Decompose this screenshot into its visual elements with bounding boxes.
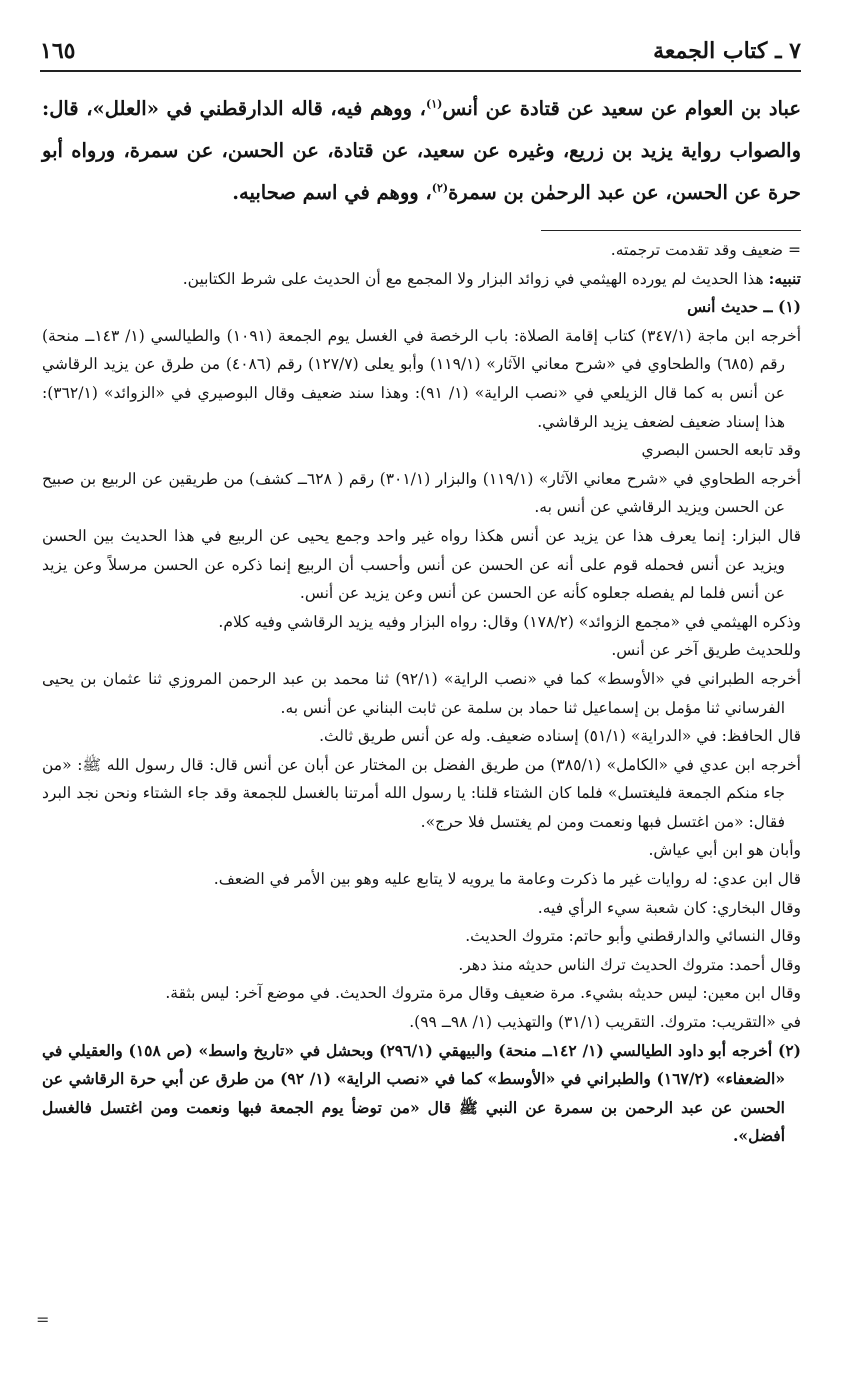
footnote-ref-2: (٢) bbox=[431, 181, 449, 195]
note-paragraph: قال البزار: إنما يعرف هذا عن يزيد عن أنس هكذا رواه غير واحد وجمع يحيى عن الربيع في هذا الحديث بين الحسن ويزيد عن أنس فحمله قوم على أنه عن الحسن عن أنس وأحسب أن الربيع إنما ذكره عن الحسن مرسلاً وعن يزيد عن أنس فلما لم يفصله جعلوه كأنه عن الحسن عن أنس وعن يزيد عن أنس. bbox=[42, 526, 801, 603]
footnote-1-heading: (١) ــ حديث أنس bbox=[687, 297, 801, 317]
footnote-divider bbox=[541, 230, 801, 231]
note-paragraph: أخرجه ابن عدي في «الكامل» (٣٨٥/١) من طريق الفضل بن المختار عن أبان عن أنس قال: قال رسول الله ﷺ: «من جاء منكم الجمعة فليغتسل» فلما كان الشتاء قلنا: يا رسول الله أمرتنا بالغسل للجمعة وقد جاء الشتاء ونحن نجد البرد فقال: «من اغتسل فبها ونعمت ومن لم يغتسل فلا حرج». bbox=[42, 755, 801, 831]
note-paragraph: وأبان هو ابن أبي عياش. bbox=[648, 841, 801, 860]
note-paragraph: وقال أحمد: متروك الحديث ترك الناس حديثه منذ دهر. bbox=[458, 955, 801, 974]
note-paragraph: أخرجه الطبراني في «الأوسط» كما في «نصب الراية» (٩٢/١) ثنا محمد بن عبد الرحمن المروزي ثنا عثمان بن يحيى الفرساني ثنا مؤمل بن إسماعيل ثنا حماد بن سلمة عن ثابت البناني عن أنس به. bbox=[42, 669, 802, 717]
main-text bbox=[42, 88, 801, 214]
note-paragraph: في «التقريب: متروك. التقريب (٣١/١) والتهذيب (١/ ٩٨ــ ٩٩). bbox=[409, 1013, 801, 1032]
main-paragraph bbox=[42, 88, 801, 214]
chapter-title: ٧ ـ كتاب الجمعة bbox=[653, 38, 801, 64]
page-number: ١٦٥ bbox=[40, 38, 76, 64]
note-paragraph: وقال ابن معين: ليس حديثه بشيء. مرة ضعيف وقال مرة متروك الحديث. في موضع آخر: ليس بثقة. bbox=[165, 984, 801, 1003]
main-text-part-1: عباد بن العوام عن سعيد عن قتادة عن أنس bbox=[442, 97, 801, 120]
note-paragraph: أخرجه ابن ماجة (٣٤٧/١) كتاب إقامة الصلاة: باب الرخصة في الغسل يوم الجمعة (١٠٩١) والطيالسي (١/ ١٤٣ــ منحة) رقم (٦٨٥) والطحاوي في «شرح معاني الآثار» (١١٩/١) وأبو يعلى (١٢٧/٧) رقم (٤٠٨٦) من طرق عن يزيد الرقاشي عن أنس به كما قال الزيلعي في «نصب الراية» (١/ ٩١): وهذا سند ضعيف وقال البوصيري في «الزوائد» (٣٦٢/١): هذا إسناد ضعيف لضعف يزيد الرقاشي. bbox=[42, 326, 801, 431]
note-paragraph: وللحديث طريق آخر عن أنس. bbox=[611, 641, 801, 660]
caution-label: تنبيه: bbox=[768, 268, 801, 288]
note-continuation: = ضعيف وقد تقدمت ترجمته. bbox=[610, 241, 801, 259]
note-paragraph: وذكره الهيثمي في «مجمع الزوائد» (١٧٨/٢) وقال: رواه البزار وفيه يزيد الرقاشي وفيه كلام. bbox=[218, 612, 801, 631]
continuation-mark: = bbox=[36, 1310, 50, 1329]
note-paragraph: قال الحافظ: في «الدراية» (٥١/١) إسناده ضعيف. وله عن أنس طريق ثالث. bbox=[319, 727, 801, 746]
footnote-2: (٢) أخرجه أبو داود الطيالسي (١/ ١٤٢ــ منحة) والبيهقي (٢٩٦/١) وبحشل في «تاريخ واسط» (ص ١٥٨) والعقيلي في «الضعفاء» (١٦٧/٢) والطبراني في «الأوسط» كما في «نصب الراية» (١/ ٩٢) من طرق عن أبي حرة الرقاشي عن الحسن عن عبد الرحمن بن سمرة عن النبي ﷺ قال «من توضأ يوم الجمعة فبها ونعمت ومن اغتسل فالغسل أفضل». bbox=[42, 1040, 801, 1146]
running-header bbox=[40, 38, 801, 72]
footnotes bbox=[42, 236, 801, 1151]
note-paragraph: أخرجه الطحاوي في «شرح معاني الآثار» (١١٩/١) والبزار (٣٠١/١) رقم ( ٦٢٨ــ كشف) من طريقين عن الربيع بن صبيح عن الحسن ويزيد الرقاشي عن أنس به. bbox=[42, 469, 801, 517]
note-caution bbox=[42, 265, 801, 294]
note-paragraph: وقال البخاري: كان شعبة سيء الرأي فيه. bbox=[537, 898, 801, 917]
note-paragraph: قال ابن عدي: له روايات غير ما ذكرت وعامة ما يرويه لا يتابع عليه وهو بين الأمر في الضعف. bbox=[213, 870, 801, 889]
caution-text: هذا الحديث لم يورده الهيثمي في زوائد البزار ولا المجمع مع أن الحديث على شرط الكتابين. bbox=[182, 269, 769, 288]
main-text-part-3: ، ووهم في اسم صحابيه. bbox=[232, 181, 432, 204]
main-text-part-2: ، ووهم فيه، قاله الدارقطني في «العلل»، قال: والصواب رواية يزيد بن زريع، وغيره عن سعيد، عن قتادة، عن الحسن، عن سمرة، ورواه أبو حرة عن الحسن، عن عبد الرحمٰن بن سمرة bbox=[42, 97, 801, 204]
note-paragraph: وقال النسائي والدارقطني وأبو حاتم: متروك الحديث. bbox=[465, 927, 801, 946]
note-paragraph: وقد تابعه الحسن البصري bbox=[641, 441, 801, 460]
footnote-ref-1: (١) bbox=[425, 97, 443, 111]
